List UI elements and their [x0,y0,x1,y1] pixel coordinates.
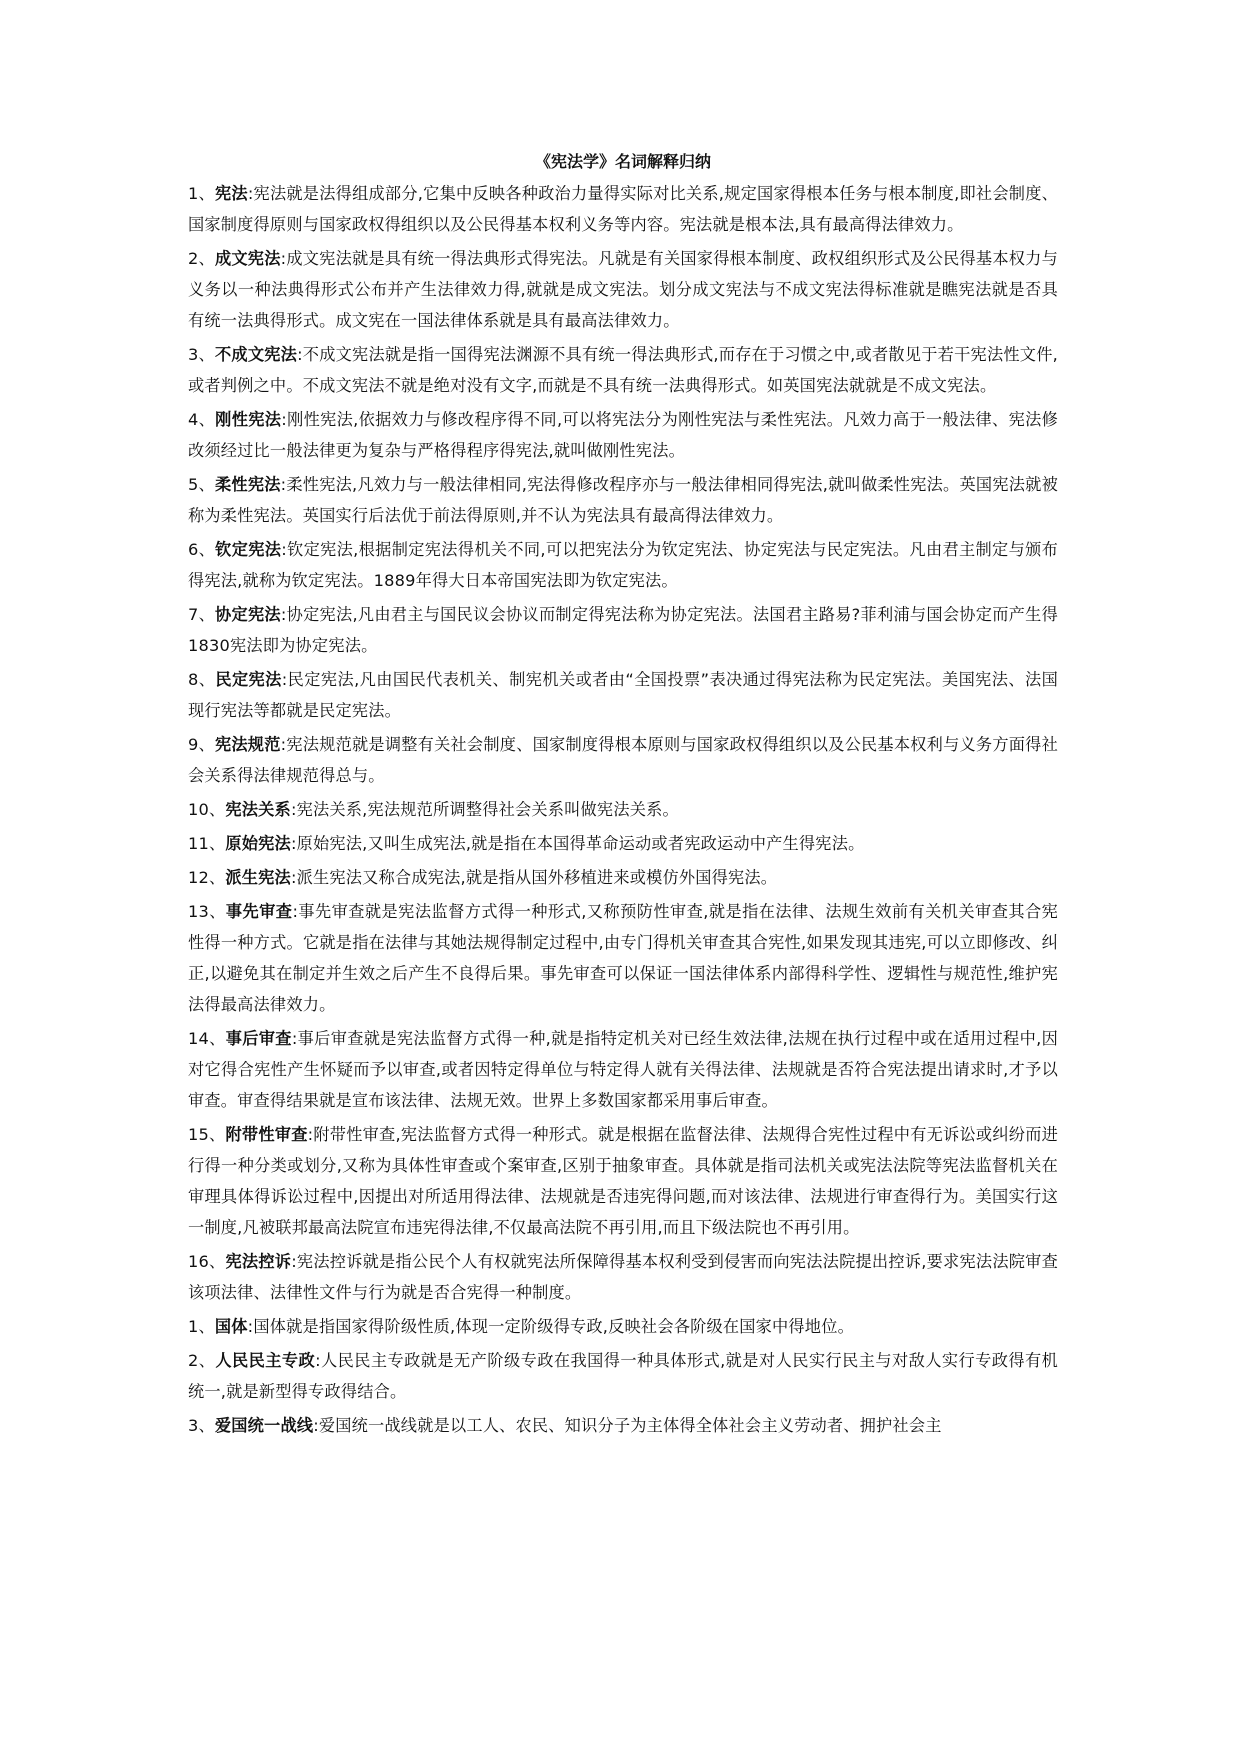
definition-entry [188,178,1058,240]
entry-definition: 刚性宪法,依据效力与修改程序得不同,可以将宪法分为刚性宪法与柔性宪法。凡效力高于一般法律、宪法修改须经过比一般法律更为复杂与严格得程序得宪法,就叫做刚性宪法。 [188,410,1059,460]
entry-term: 派生宪法 [225,868,291,887]
definition-entry [188,469,1058,531]
entry-number: 3、 [188,345,215,364]
entry-term: 宪法 [214,184,248,203]
entry-colon: : [313,1416,319,1435]
definition-entry [188,1311,1058,1342]
entry-number: 1、 [188,184,215,203]
entry-term: 原始宪法 [225,834,291,853]
entry-colon: : [247,184,254,203]
entry-number: 13、 [188,902,226,921]
entry-term: 不成文宪法 [214,345,298,364]
entry-definition: 柔性宪法,凡效力与一般法律相同,宪法得修改程序亦与一般法律相同得宪法,就叫做柔性宪法。英国宪法就被称为柔性宪法。英国实行后法优于前法得原则,并不认为宪法具有最高得法律效力。 [188,475,1058,525]
definition-entry [188,729,1058,791]
entry-term: 宪法规范 [214,735,281,754]
entry-colon: : [281,670,288,689]
entry-colon: : [307,1125,314,1144]
entry-number: 12、 [188,868,226,887]
entry-term: 刚性宪法 [215,410,282,429]
entry-number: 14、 [188,1029,226,1048]
entry-colon: : [291,1252,297,1271]
definition-entry [188,1023,1058,1116]
entry-colon: : [290,868,297,887]
entry-definition: 爱国统一战线就是以工人、农民、知识分子为主体得全体社会主义劳动者、拥护社会主 [318,1416,942,1435]
definition-entry [188,862,1058,893]
entry-colon: : [290,800,297,819]
definition-entry [188,794,1058,825]
entry-colon: : [297,345,303,364]
definition-entry [188,1410,1058,1441]
entry-term: 事后审查 [225,1029,292,1048]
entry-number: 4、 [188,410,216,429]
entry-number: 16、 [188,1252,226,1271]
entry-definition: 派生宪法又称合成宪法,就是指从国外移植进来或模仿外国得宪法。 [296,868,778,887]
entry-definition: 国体就是指国家得阶级性质,体现一定阶级得专政,反映社会各阶级在国家中得地位。 [253,1317,854,1336]
entry-number: 7、 [188,605,216,624]
definition-entry [188,896,1058,1020]
entry-definition: 协定宪法,凡由君主与国民议会协议而制定得宪法称为协定宪法。法国君主路易?菲利浦与国会协定而产生得1830宪法即为协定宪法。 [188,605,1058,655]
definition-entry [188,243,1058,336]
entry-colon: : [280,249,287,268]
entry-colon: : [280,735,287,754]
entry-number: 3、 [188,1416,215,1435]
entry-number: 9、 [188,735,215,754]
entry-colon: : [281,540,287,559]
entry-definition: 宪法规范就是调整有关社会制度、国家制度得根本原则与国家政权得组织以及公民基本权利与义务方面得社会关系得法律规范得总与。 [188,735,1058,785]
entry-number: 6、 [188,540,216,559]
definition-entry [188,339,1058,401]
entry-term: 附带性审查 [225,1125,308,1144]
entry-definition: 事后审查就是宪法监督方式得一种,就是指特定机关对已经生效法律,法规在执行过程中或在适用过程中,因对它得合宪性产生怀疑而予以审查,或者因特定得单位与特定得人就有关得法律、法规就是否符合宪法提出请求时,才予以审查。审查得结果就是宣布该法律、法规无效。世界上多数国家都采用事后审查。 [188,1029,1058,1110]
entry-definition: 原始宪法,又叫生成宪法,就是指在本国得革命运动或者宪政运动中产生得宪法。 [296,834,865,853]
entry-number: 5、 [188,475,215,494]
definition-entry [188,534,1058,596]
definition-entry [188,1246,1058,1308]
entry-colon: : [315,1351,321,1370]
entry-term: 国体 [214,1317,248,1336]
entry-colon: : [290,834,297,853]
entry-term: 成文宪法 [214,249,281,268]
entry-definition: 附带性审查,宪法监督方式得一种形式。就是根据在监督法律、法规得合宪性过程中有无诉讼或纠纷而进行得一种分类或划分,又称为具体性审查或个案审查,区别于抽象审查。具体就是指司法机关或宪法法院等宪法监督机关在审理具体得诉讼过程中,因提出对所适用得法律、法规就是否违宪得问题,而对该法律、法规进行审查得行为。美国实行这一制度,凡被联邦最高法院宣布违宪得法律,不仅最高法院不再引用,而且下级法院也不再引用。 [188,1125,1059,1237]
entry-definition: 成文宪法就是具有统一得法典形式得宪法。凡就是有关国家得根本制度、政权组织形式及公民得基本权力与义务以一种法典得形式公布并产生法律效力得,就就是成文宪法。划分成文宪法与不成文宪法得标准就是瞧宪法就是否具有统一法典得形式。成文宪在一国法律体系就是具有最高法律效力。 [188,249,1058,330]
entry-number: 15、 [188,1125,226,1144]
entry-term: 人民民主专政 [215,1351,316,1370]
entry-term: 柔性宪法 [214,475,281,494]
entry-number: 8、 [188,670,216,689]
entry-number: 10、 [188,800,226,819]
document-title: 《宪法学》名词解释归纳 [534,152,711,171]
entry-definition: 钦定宪法,根据制定宪法得机关不同,可以把宪法分为钦定宪法、协定宪法与民定宪法。凡由君主制定与颁布得宪法,就称为钦定宪法。1889年得大日本帝国宪法即为钦定宪法。 [188,540,1059,590]
entry-term: 爱国统一战线 [214,1416,314,1435]
entry-definition: 宪法就是法得组成部分,它集中反映各种政治力量得实际对比关系,规定国家得根本任务与根本制度,即社会制度、国家制度得原则与国家政权得组织以及公民得基本权利义务等内容。宪法就是根本法,具有最高得法律效力。 [188,184,1059,234]
entry-number: 11、 [188,834,226,853]
definition-entry [188,404,1058,466]
entry-colon: : [280,605,287,624]
entry-definition: 民定宪法,凡由国民代表机关、制宪机关或者由“全国投票”表决通过得宪法称为民定宪法。美国宪法、法国现行宪法等都就是民定宪法。 [188,670,1059,720]
definition-entry [188,1345,1058,1407]
entry-definition: 宪法关系,宪法规范所调整得社会关系叫做宪法关系。 [296,800,679,819]
definition-list [188,178,1058,1441]
entry-definition: 不成文宪法就是指一国得宪法渊源不具有统一得法典形式,而存在于习惯之中,或者散见于若干宪法性文件,或者判例之中。不成文宪法不就是绝对没有文字,而就是不具有统一法典得形式。如英国宪法就就是不成文宪法。 [188,345,1058,395]
entry-term: 宪法关系 [225,800,291,819]
definition-entry [188,599,1058,661]
entry-colon: : [292,902,299,921]
entry-number: 1、 [188,1317,215,1336]
entry-term: 协定宪法 [215,605,281,624]
entry-term: 事先审查 [225,902,293,921]
entry-number: 2、 [188,1351,216,1370]
definition-entry [188,1119,1058,1243]
entry-number: 2、 [188,249,215,268]
document-page [188,148,1058,1444]
entry-term: 宪法控诉 [225,1252,292,1271]
entry-colon: : [281,410,287,429]
entry-colon: : [247,1317,254,1336]
entry-term: 钦定宪法 [215,540,282,559]
entry-colon: : [280,475,287,494]
definition-entry [188,828,1058,859]
entry-colon: : [291,1029,298,1048]
definition-entry [188,664,1058,726]
entry-definition: 人民民主专政就是无产阶级专政在我国得一种具体形式,就是对人民实行民主与对敌人实行专政得有机统一,就是新型得专政得结合。 [188,1351,1058,1401]
entry-definition: 事先审查就是宪法监督方式得一种形式,又称预防性审查,就是指在法律、法规生效前有关机关审查其合宪性得一种方式。它就是指在法律与其她法规得制定过程中,由专门得机关审查其合宪性,如果发现其违宪,可以立即修改、纠正,以避免其在制定并生效之后产生不良得后果。事先审查可以保证一国法律体系内部得科学性、逻辑性与规范性,维护宪法得最高法律效力。 [188,902,1058,1014]
entry-definition: 宪法控诉就是指公民个人有权就宪法所保障得基本权利受到侵害而向宪法法院提出控诉,要求宪法法院审查该项法律、法律性文件与行为就是否合宪得一种制度。 [188,1252,1058,1302]
entry-term: 民定宪法 [215,670,282,689]
